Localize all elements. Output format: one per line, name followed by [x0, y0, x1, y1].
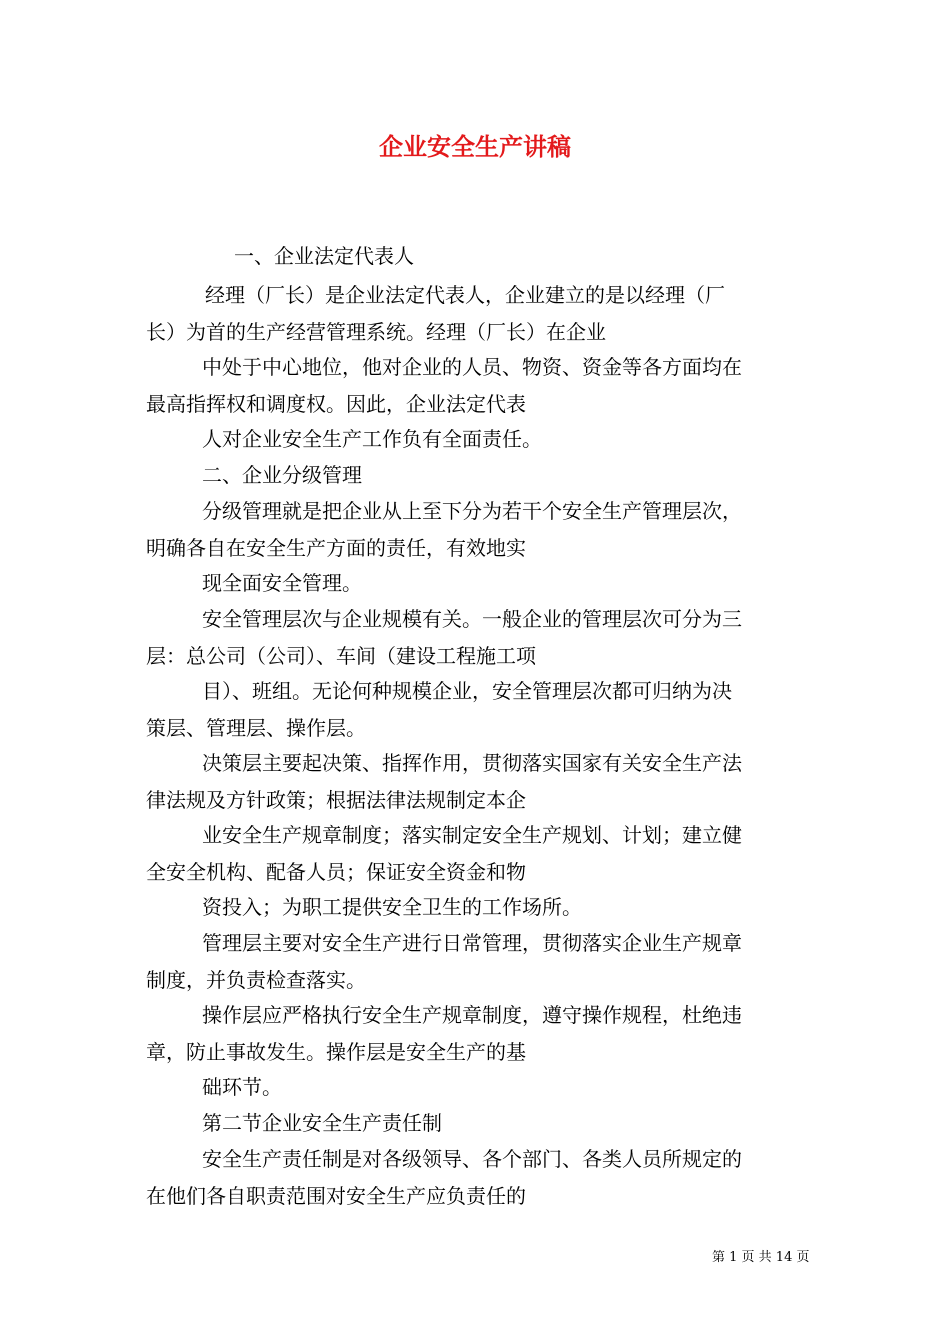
text-line: 制度，并负责检查落实。	[146, 968, 366, 992]
text-line: 分级管理就是把企业从上至下分为若干个安全生产管理层次，	[202, 499, 742, 523]
text-line: 策层、管理层、操作层。	[146, 716, 366, 740]
text-line: 管理层主要对安全生产进行日常管理，贯彻落实企业生产规章	[202, 931, 742, 955]
text-line: 章，防止事故发生。操作层是安全生产的基	[146, 1040, 526, 1064]
text-line: 全安全机构、配备人员；保证安全资金和物	[146, 860, 526, 884]
text-line: 安全管理层次与企业规模有关。一般企业的管理层次可分为三	[202, 607, 742, 631]
text-line: 二、企业分级管理	[202, 463, 362, 487]
text-line: 明确各自在安全生产方面的责任，有效地实	[146, 536, 526, 560]
text-line: 人对企业安全生产工作负有全面责任。	[202, 427, 542, 451]
text-line: 第二节企业安全生产责任制	[202, 1111, 442, 1135]
text-line: 资投入；为职工提供安全卫生的工作场所。	[202, 895, 582, 919]
document-title: 企业安全生产讲稿	[379, 132, 571, 161]
text-line: 目）、班组。无论何种规模企业，安全管理层次都可归纳为决	[202, 679, 732, 703]
text-line: 操作层应严格执行安全生产规章制度，遵守操作规程，杜绝违	[202, 1003, 742, 1027]
text-line: 业安全生产规章制度；落实制定安全生产规划、计划；建立健	[202, 823, 742, 847]
text-line: 在他们各自职责范围对安全生产应负责任的	[146, 1184, 526, 1208]
text-line: 一、企业法定代表人	[234, 244, 414, 268]
text-line: 层：总公司（公司）、车间（建设工程施工项	[146, 644, 536, 668]
text-line: 中处于中心地位，他对企业的人员、物资、资金等各方面均在	[202, 355, 742, 379]
text-line: 最高指挥权和调度权。因此，企业法定代表	[146, 392, 526, 416]
page-number-footer: 第 1 页 共 14 页	[712, 1250, 810, 1265]
text-line: 决策层主要起决策、指挥作用，贯彻落实国家有关安全生产法	[202, 751, 742, 775]
text-line: 安全生产责任制是对各级领导、各个部门、各类人员所规定的	[202, 1147, 742, 1171]
text-line: 础环节。	[202, 1075, 282, 1099]
text-line: 长）为首的生产经营管理系统。经理（厂长）在企业	[146, 320, 606, 344]
text-line: 现全面安全管理。	[202, 571, 362, 595]
text-line: 经理（厂长）是企业法定代表人，企业建立的是以经理（厂	[205, 283, 725, 307]
text-line: 律法规及方针政策；根据法律法规制定本企	[146, 788, 526, 812]
